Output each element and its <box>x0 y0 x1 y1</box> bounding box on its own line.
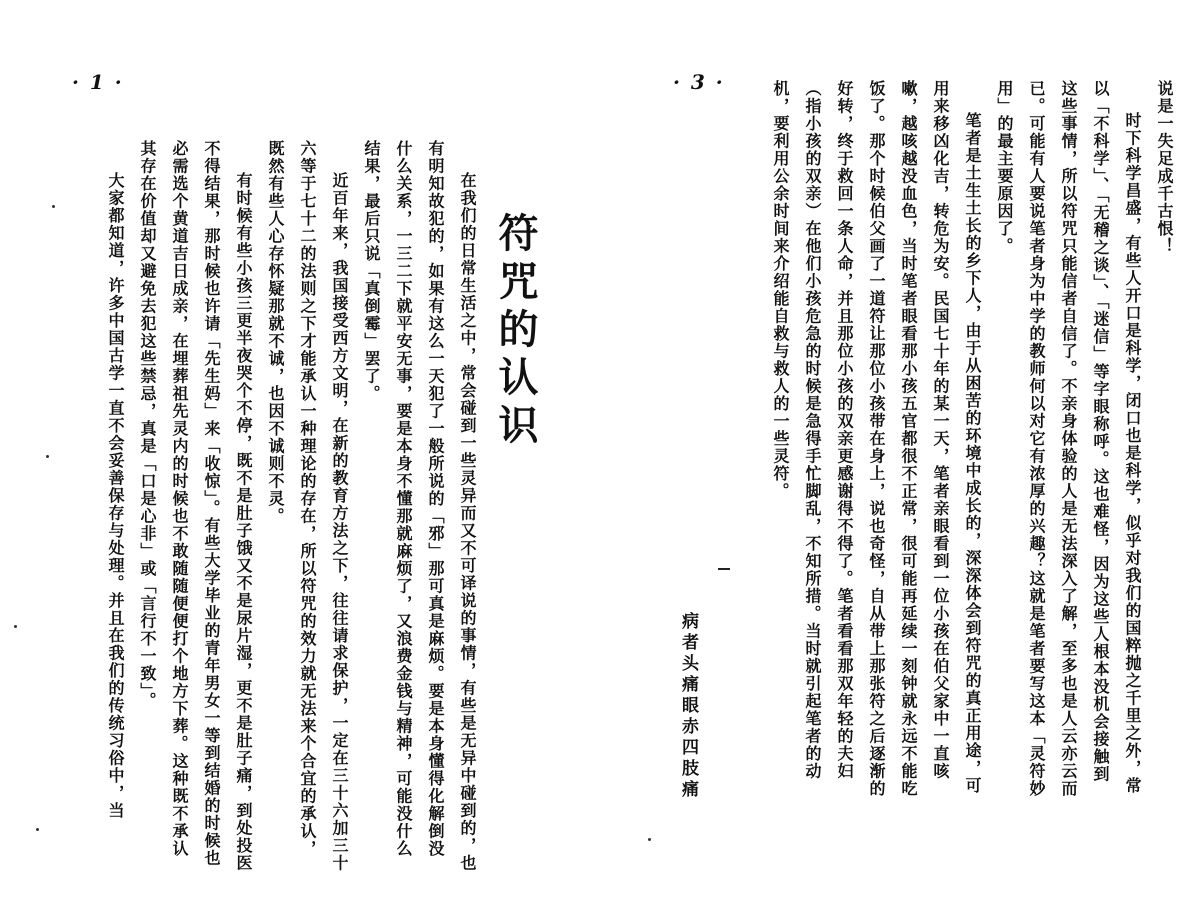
right-body-text <box>730 80 1180 800</box>
left-paragraph: 在我们的日常生活之中，常会碰到一些灵异而又不可译说的事情，有些是无异中碰到的，也有明知故犯的，如果有这么一天犯了一般所说的「邪」那可真是麻烦。要是本身懂得化解倒没什么关系，一三二下就平安无事，要是本身不懂那就麻烦了，又浪费金钱与精神，可能没什么结果，最后只说「真倒霉」罢了。 <box>362 140 477 872</box>
left-body-text <box>3 140 483 872</box>
scan-speck <box>14 625 17 628</box>
right-page <box>601 0 1202 924</box>
left-paragraph: 近百年来，我国接受西方文明，在新的教育方法之下，往往请求保护，一定在三十六加三十六等于七十二的法则之下才能承认一种理论的存在，所以符咒的效力就无法来个合宜的承认，既然有些人心存怀疑那就不诚，也因不诚则不灵。 <box>266 140 349 872</box>
chapter-title: 符咒的认识 <box>492 212 539 452</box>
scan-speck <box>52 205 55 208</box>
right-paragraph: 时下科学昌盛，有些人开口是科学，闭口也是科学，似乎对我们的国粹抛之千里之外，常以「不科学」、「无稽之谈」、「迷信」等字眼称呼。这也难怪，因为这些人根本没机会接触到这些事情，所以符咒只能信者自信了。不亲身体验的人是无法深入了解，至多也是人云亦云而已。可能有人要说笔者身为中学的教师何以对它有浓厚的兴趣？这就是笔者要写这本「灵符妙用」的最主要原因了。 <box>995 80 1142 798</box>
scan-speck <box>648 838 651 841</box>
talisman-caption: 病者头痛眼赤四肢痛 <box>678 612 698 801</box>
right-paragraph: 笔者是土生土长的乡下人，由于从困苦的环境中成长的，深深体会到符咒的真正用途，可用来移凶化吉，转危为安。民国七十年的某一天，笔者亲眼看到一位小孩在伯父家中一直咳嗽，越咳越没血色，当时笔者眼看那小孩五官都很不正常，很可能再延续一刻钟就永远不能吃饭了。那个时候伯父画了一道符让那位小孩带在身上，说也奇怪，自从带上那张符之后逐渐的好转，终于救回一条人命，并且那位小孩的双亲更感谢得不得了。笔者看看那双年轻的夫妇（指小孩的双亲）在他们小孩危急的时候是急得手忙脚乱，不知所措。当时就引起笔者的动机，要利用公余时间来介绍能自救与救人的一些灵符。 <box>771 80 982 798</box>
scan-speck <box>46 455 49 458</box>
right-page-number: · 3 · <box>673 70 725 94</box>
right-paragraph: 说是一失足成千古恨！ <box>1155 80 1174 255</box>
separator-dash <box>718 568 730 570</box>
scan-speck <box>36 828 39 831</box>
left-paragraph: 有时候有些小孩三更半夜哭个不停，既不是肚子饿又不是尿片湿，更不是肚子痛，到处投医不得结果，那时候也许请「先生妈」来「收惊」。有些大学毕业的青年男女一等到结婚的时候也必需选个黄道吉日成亲，在埋葬祖先灵内的时候也不敢随随便便打个地方下葬。这种既不承认其存在价值却又避免去犯这些禁忌，真是「口是心非」或「言行不一致」。 <box>138 140 253 872</box>
left-paragraph: 大家都知道，许多中国古学一直不会妥善保存与处理。并且在我们的传统习俗中，当 <box>106 172 125 820</box>
left-page-number: · 1 · <box>72 70 124 94</box>
